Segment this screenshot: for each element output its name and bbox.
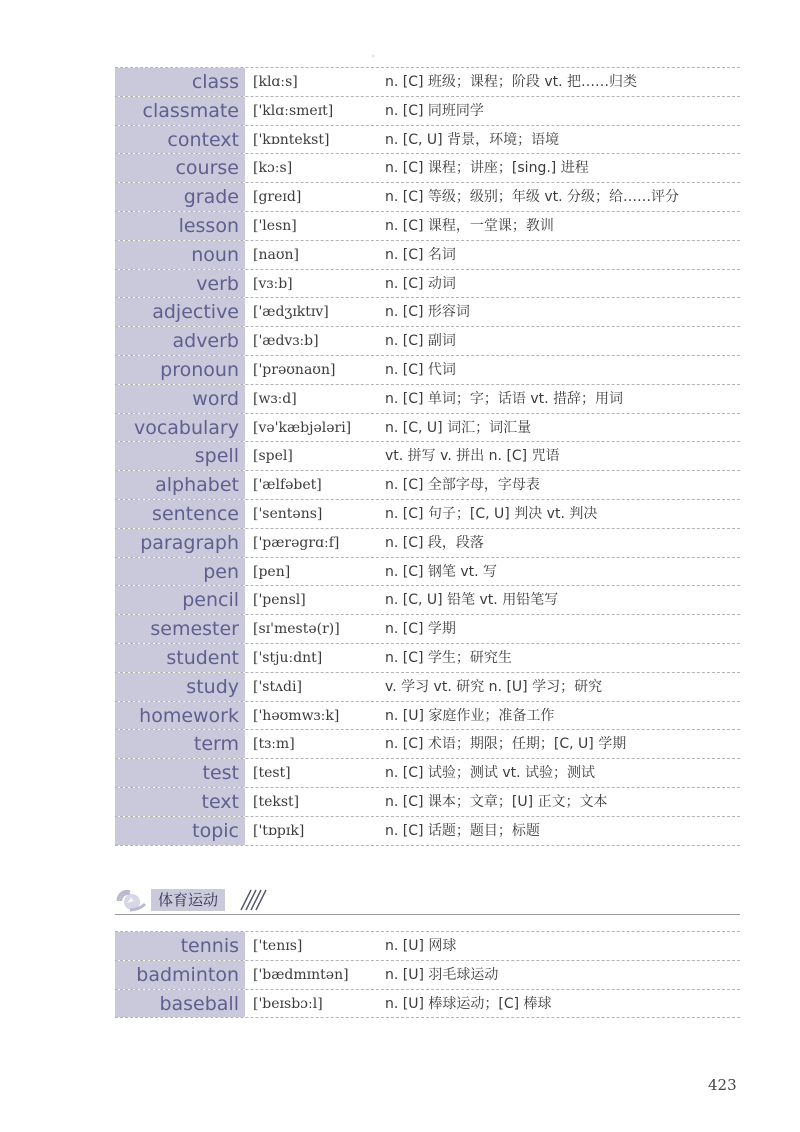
vocab-word: pen [115, 558, 245, 586]
vocab-row [115, 270, 740, 299]
vocab-definition: n. [C, U] 铅笔 vt. 用铅笔写 [385, 592, 559, 609]
vocab-row [115, 126, 740, 155]
vocab-phonetic: [spel] [253, 448, 293, 465]
vocab-word: adverb [115, 327, 245, 355]
vocab-phonetic: [kɔːs] [253, 160, 293, 177]
vocab-word: pronoun [115, 356, 245, 384]
vocab-definition: n. [C, U] 词汇；词汇量 [385, 419, 532, 436]
vocab-definition: n. [C] 学期 [385, 621, 456, 638]
vocab-word: tennis [115, 932, 245, 960]
vocab-phonetic: ['lesn] [253, 217, 297, 234]
section-title: 体育运动 [151, 889, 225, 911]
vocab-word: student [115, 644, 245, 672]
vocab-phonetic: [tekst] [253, 793, 300, 810]
vocab-phonetic: ['stʌdi] [253, 678, 302, 695]
vocab-word: semester [115, 615, 245, 643]
vocab-word: lesson [115, 212, 245, 240]
vocab-phonetic: [və'kæbjələri] [253, 419, 352, 436]
vocab-definition: vt. 拼写 v. 拼出 n. [C] 咒语 [385, 448, 560, 465]
vocab-row [115, 442, 740, 471]
vocab-row [115, 529, 740, 558]
vocab-phonetic: ['pensl] [253, 592, 306, 609]
vocab-definition: n. [U] 羽毛球运动 [385, 966, 499, 983]
vocab-row [115, 327, 740, 356]
vocabulary-table-study [115, 67, 740, 846]
vocab-definition: n. [C, U] 背景，环境；语境 [385, 131, 560, 148]
vocab-word: grade [115, 183, 245, 211]
vocab-word: vocabulary [115, 414, 245, 442]
vocabulary-table-sports [115, 931, 740, 1018]
vocab-phonetic: [pen] [253, 563, 291, 580]
vocab-row [115, 298, 740, 327]
vocab-row [115, 68, 740, 97]
vocab-definition: n. [C] 试验；测试 vt. 试验；测试 [385, 765, 596, 782]
vocab-row [115, 759, 740, 788]
vocab-phonetic: ['klɑːsmeɪt] [253, 102, 334, 119]
vocab-word: baseball [115, 990, 245, 1018]
vocab-word: homework [115, 702, 245, 730]
vocab-phonetic: [tɜːm] [253, 736, 295, 753]
vocab-word: badminton [115, 961, 245, 989]
vocab-definition: n. [C] 副词 [385, 333, 456, 350]
vocab-word: pencil [115, 586, 245, 614]
vocab-definition: n. [C] 等级；级别；年级 vt. 分级；给……评分 [385, 189, 680, 206]
vocab-definition: n. [C] 形容词 [385, 304, 470, 321]
section-header-sports [115, 884, 740, 915]
vocab-row [115, 212, 740, 241]
vocab-phonetic: [wɜːd] [253, 390, 297, 407]
vocab-row [115, 817, 740, 846]
vocab-row [115, 385, 740, 414]
vocab-definition: n. [U] 棒球运动；[C] 棒球 [385, 995, 552, 1012]
vocab-row [115, 586, 740, 615]
vocab-definition: n. [C] 课程；讲座；[sing.] 进程 [385, 160, 589, 177]
vocab-row [115, 932, 740, 961]
page-number: 423 [708, 1076, 737, 1094]
vocab-definition: n. [C] 同班同学 [385, 102, 484, 119]
speaker-wave-icon [115, 888, 153, 914]
vocab-row [115, 644, 740, 673]
vocab-word: study [115, 673, 245, 701]
vocab-phonetic: ['ædvɜːb] [253, 333, 319, 350]
vocab-definition: n. [C] 钢笔 vt. 写 [385, 563, 498, 580]
vocab-definition: n. [C] 课程，一堂课；教训 [385, 217, 554, 234]
vocab-definition: n. [C] 学生；研究生 [385, 649, 512, 666]
vocab-definition: n. [C] 话题；题目；标题 [385, 822, 540, 839]
vocab-row [115, 615, 740, 644]
vocab-phonetic: [greɪd] [253, 189, 302, 206]
vocab-row [115, 961, 740, 990]
vocab-row [115, 471, 740, 500]
vocab-phonetic: ['həʊmwɜːk] [253, 707, 340, 724]
vocab-word: paragraph [115, 529, 245, 557]
vocab-word: spell [115, 442, 245, 470]
vocab-word: noun [115, 241, 245, 269]
vocab-phonetic: [sɪ'mestə(r)] [253, 621, 340, 638]
vocab-definition: n. [U] 网球 [385, 938, 457, 954]
vocab-row [115, 788, 740, 817]
vocab-row [115, 183, 740, 212]
vocab-phonetic: ['kɒntekst] [253, 131, 330, 148]
paper-speck [372, 55, 374, 57]
vocab-word: term [115, 730, 245, 758]
vocab-phonetic: ['ælfəbet] [253, 477, 322, 494]
vocab-word: adjective [115, 298, 245, 326]
vocab-phonetic: [test] [253, 765, 291, 782]
vocab-word: alphabet [115, 471, 245, 499]
vocab-phonetic: ['stjuːdnt] [253, 649, 323, 666]
vocab-row [115, 673, 740, 702]
vocab-row [115, 730, 740, 759]
vocab-definition: n. [C] 代词 [385, 361, 456, 378]
vocab-phonetic: ['prəʊnaʊn] [253, 361, 336, 378]
vocab-word: topic [115, 817, 245, 845]
vocab-phonetic: [klɑːs] [253, 74, 298, 90]
vocab-definition: n. [C] 名词 [385, 246, 456, 263]
vocab-definition: n. [C] 全部字母，字母表 [385, 477, 540, 494]
vocab-definition: n. [C] 动词 [385, 275, 456, 292]
vocab-phonetic: ['pærəgrɑːf] [253, 534, 340, 551]
vocab-word: test [115, 759, 245, 787]
vocab-phonetic: ['tenɪs] [253, 938, 303, 954]
vocab-definition: n. [U] 家庭作业；准备工作 [385, 707, 555, 724]
vocab-definition: n. [C] 课本；文章；[U] 正文；文本 [385, 793, 608, 810]
vocab-row [115, 702, 740, 731]
vocab-phonetic: ['ædʒɪktɪv] [253, 304, 329, 321]
vocab-phonetic: [vɜːb] [253, 275, 293, 292]
vocab-word: verb [115, 270, 245, 298]
vocab-row [115, 990, 740, 1019]
vocab-definition: n. [C] 句子；[C, U] 判决 vt. 判决 [385, 505, 598, 522]
vocab-word: classmate [115, 97, 245, 125]
vocab-phonetic: [naʊn] [253, 246, 299, 263]
slash-stripes-decoration [237, 888, 277, 912]
vocab-word: class [115, 68, 245, 96]
vocab-word: text [115, 788, 245, 816]
vocab-definition: n. [C] 单词；字；话语 vt. 措辞；用词 [385, 390, 624, 407]
vocab-row [115, 154, 740, 183]
vocab-row [115, 241, 740, 270]
vocab-word: course [115, 154, 245, 182]
vocab-phonetic: ['bædmɪntən] [253, 966, 349, 983]
vocab-phonetic: ['beɪsbɔːl] [253, 995, 323, 1012]
vocab-row [115, 414, 740, 443]
vocab-definition: n. [C] 班级；课程；阶段 vt. 把……归类 [385, 74, 638, 90]
vocab-word: context [115, 126, 245, 154]
vocab-word: word [115, 385, 245, 413]
vocab-phonetic: ['sentəns] [253, 505, 323, 522]
vocab-definition: n. [C] 术语；期限；任期；[C, U] 学期 [385, 736, 627, 753]
vocab-row [115, 500, 740, 529]
vocab-phonetic: ['tɒpɪk] [253, 822, 305, 839]
vocab-definition: n. [C] 段，段落 [385, 534, 484, 551]
vocab-row [115, 356, 740, 385]
vocab-row [115, 558, 740, 587]
vocab-definition: v. 学习 vt. 研究 n. [U] 学习；研究 [385, 678, 603, 695]
vocab-word: sentence [115, 500, 245, 528]
vocab-row [115, 97, 740, 126]
